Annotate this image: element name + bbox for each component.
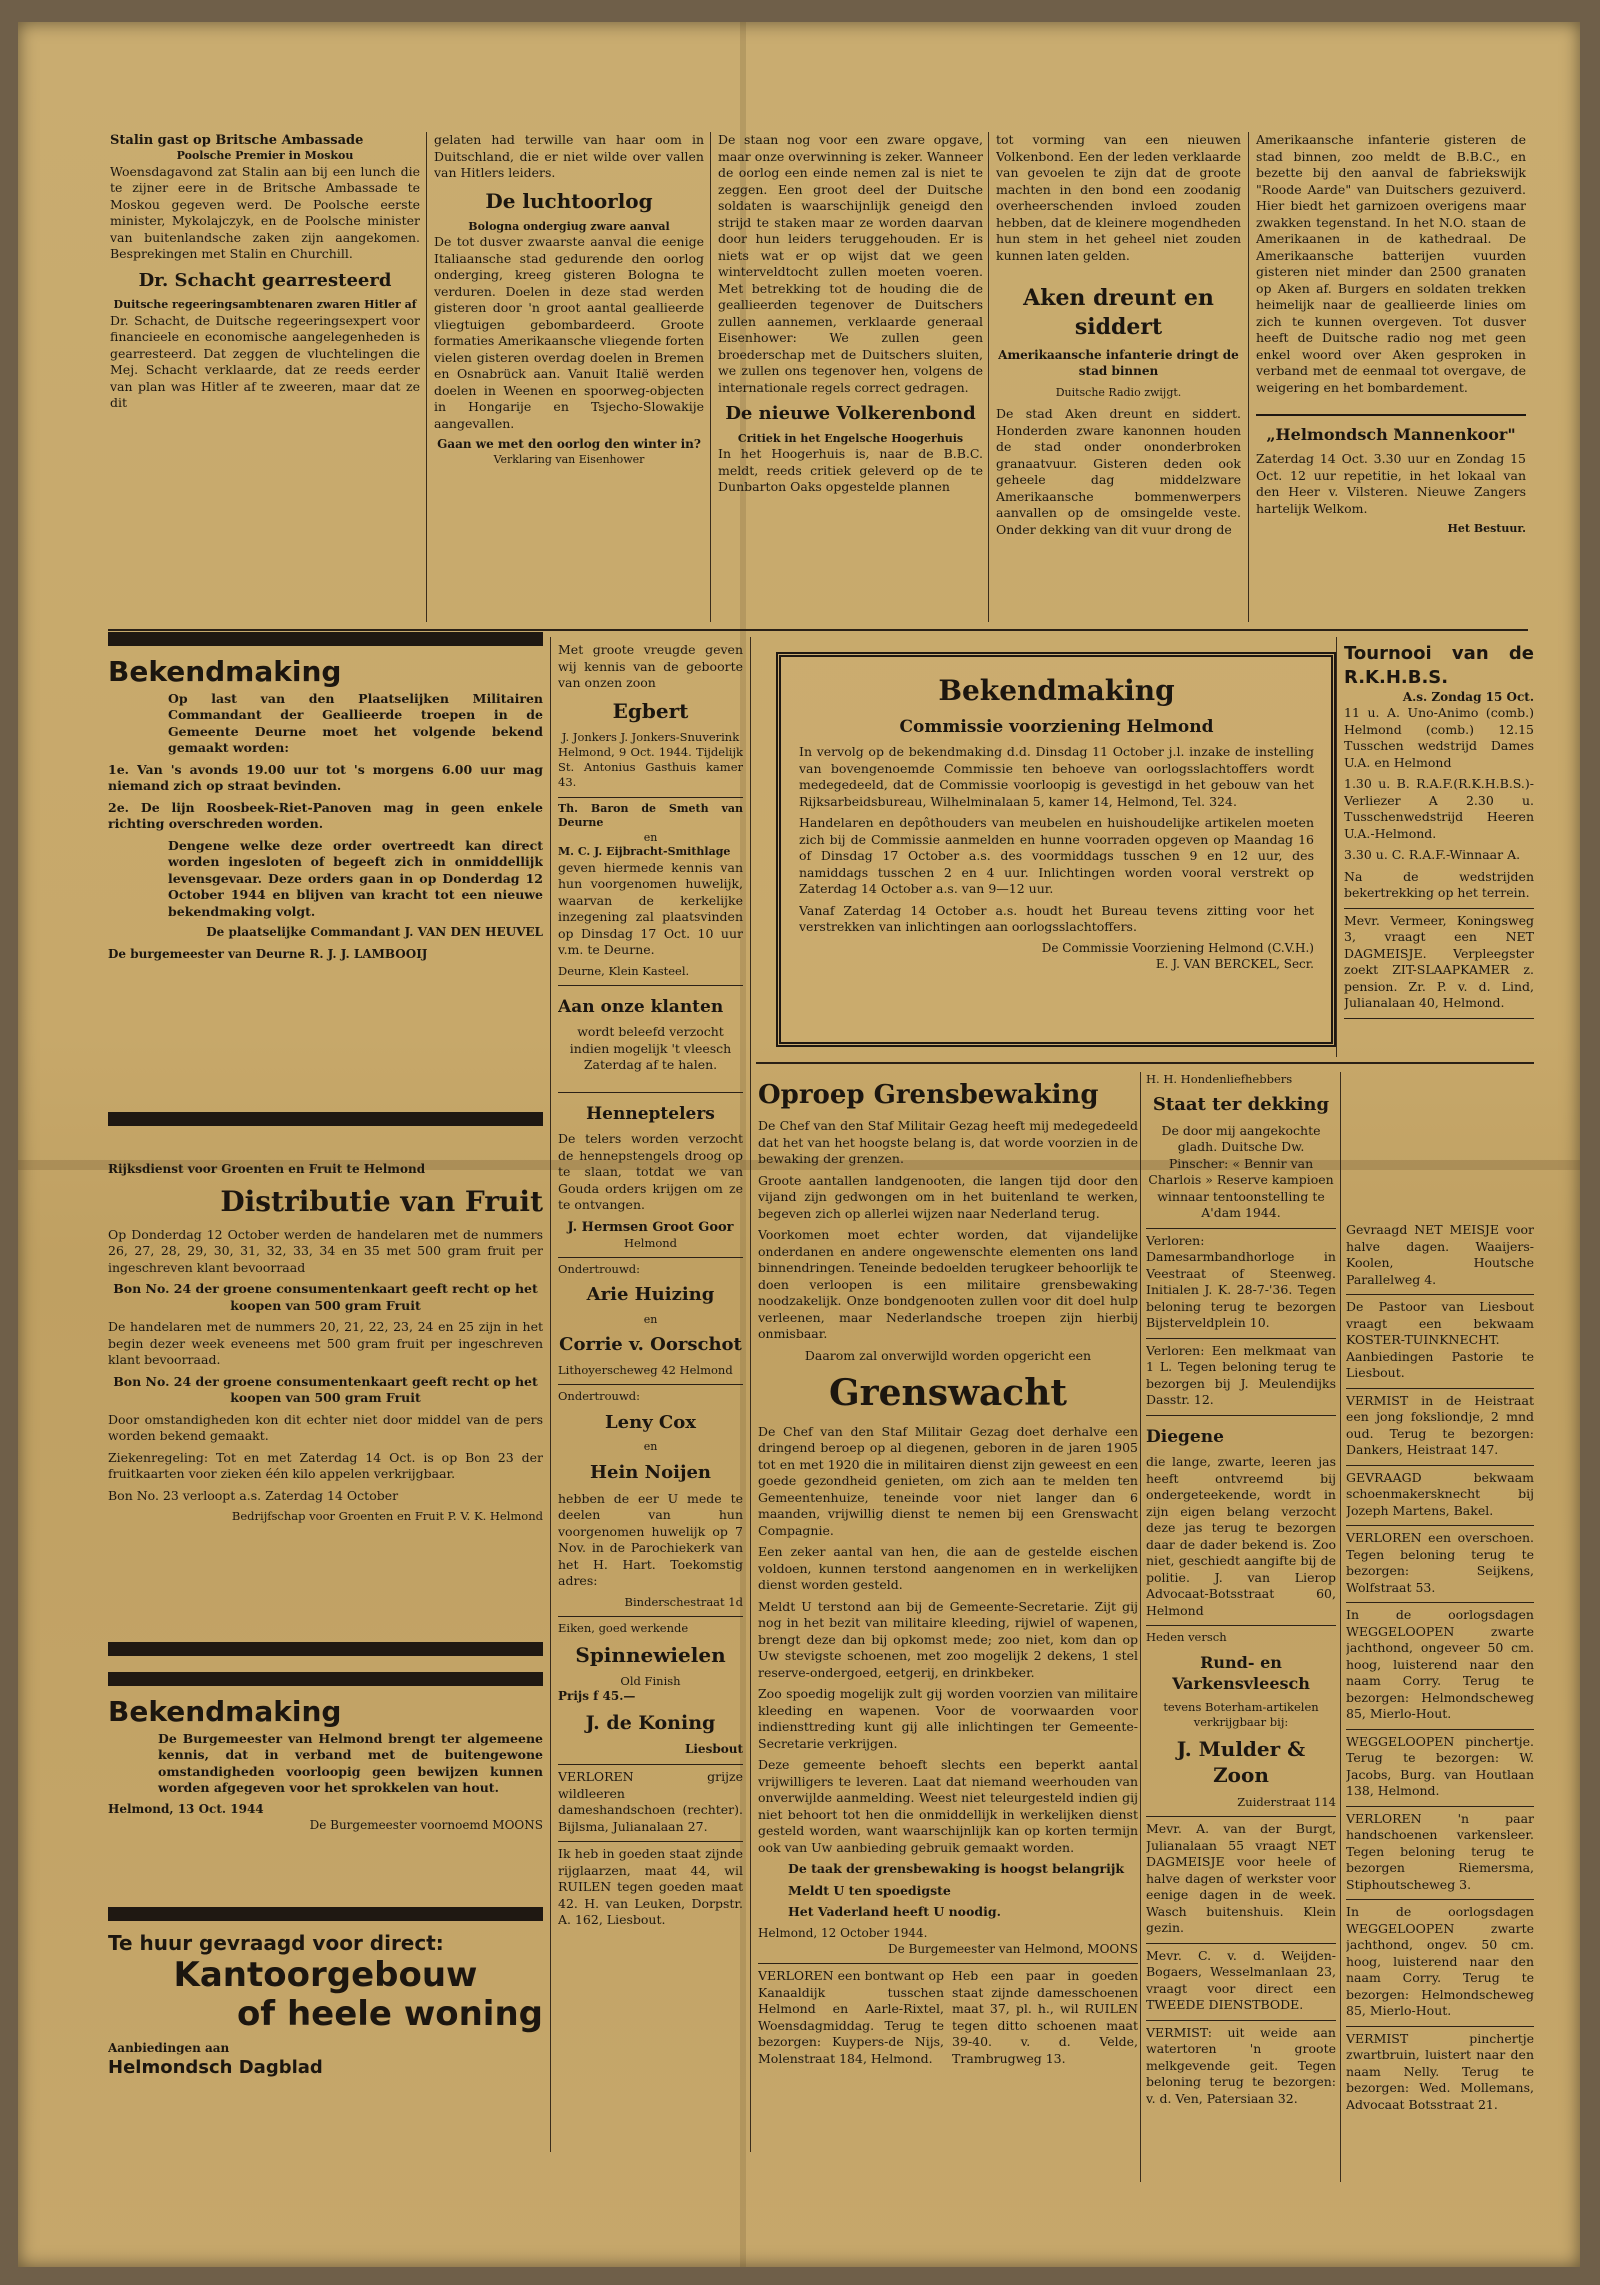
stalin-subhead: Poolsche Premier in Moskou (176, 149, 354, 163)
jachthond-2: In de oorlogsdagen WEGGELOOPEN zwarte jachthond, ongev. 50 cm. hoog, luisterend naar den naam Corry. Terug te bezorgen: Helmondscheweg 85, Mierlo-Hout. (1346, 1904, 1534, 2018)
egbert-parents: J. Jonkers J. Jonkers-Snuverink (561, 729, 740, 744)
luchtoorlog-subhead: Bologna ondergiug zware aanval (468, 219, 670, 233)
oproep-p3: Voorkomen moet echter worden, dat vijandelijke onderdanen en andere ongewenschte elementen ons land binnendringen. Teneinde bedoelden terugkeer behoorlijk te doen verloopen is een militaire grensbewaking noodzakelijk. Onze bondgenooten zullen voor dit doel hulp verleenen, maar Nederlandsche troepen zijn hierbij onmisbaar. (758, 1227, 1138, 1342)
verloren-1: VERLOREN grijze wildleeren dameshandschoen (rechter). Bijlsma, Julianalaan 27. (558, 1769, 743, 1834)
spinnewielen-label: Eiken, goed werkende (558, 1620, 689, 1635)
smeth-text: geven hiermede kennis van hun voorgenomen huwelijk, waarvan de kerkelijke inzegening zal plaatsvinden op Dinsdag 17 Oct. 10 uur v.m. te Deurne. (558, 859, 743, 958)
bekendmaking-2-title: Bekendmaking (108, 1695, 342, 1728)
bekendmaking-1-burgemeester: De burgemeester van Deurne R. J. J. LAMBOOIJ (108, 947, 428, 962)
distributie-p1: Op Donderdag 12 October werden de handelaren met de nummers 26, 27, 28, 29, 30, 31, 32, 33, 34 en 35 met 500 gram fruit per ingeschreven klant bevoorraad (108, 1226, 543, 1275)
commissie-p1: In vervolg op de bekendmaking d.d. Dinsdag 11 October j.l. inzake de instelling van bovengenoemde Commissie ten behoeve van oorlogsslachtoffers wordt medegedeeld, dat de Commissie voorloopig is gevestigd in het gebouw van het Rijksarbeidsbureau, Wilhelminalaan 5, kamer 14, Helmond, Tel. 324. (799, 744, 1314, 809)
rundvleesch-text: tevens Boterham-artikelen verkrijgbaar bij: (1163, 1699, 1319, 1729)
bekendmaking-2 (108, 1694, 543, 1904)
ruilen-1: Ik heb in goeden staat zijnde rijglaarzen, maat 44, wil RUILEN tegen goeden maat 42. H. van Leuken, Dorpstr. A. 162, Liesbout. (558, 1846, 743, 1928)
col4-text: tot vorming van een nieuwen Volkenbond. Een der leden verklaarde van gevoelen te zijn dat de groote machten in den bond een zoodanig overheerschenden invloed zouden hebben, dat de kleinere mogendheden hun stem in het geheel niet zouden kunnen laten gelden. (996, 132, 1241, 263)
schacht-text: Dr. Schacht, de Duitsche regeeringsexpert voor financieele en economische aangelegenheden is gearresteerd. Dat zeggen de vluchtelingen die Mej. Schacht verklaarde, dat ze reeds eerder van plan was Hitler af te zweeren, maar dat ze dit (110, 312, 420, 411)
grenswacht-b2: Meldt U ten spoedigste (788, 1882, 951, 1898)
henneptelers-text: De telers worden verzocht de hennepstengels droog op te slaan, totdat we van Gouda orders krijgen om ze te ontvangen. (558, 1131, 743, 1213)
tournooi-ad1: Mevr. Vermeer, Koningsweg 3, vraagt een NET DAGMEISJE. Verpleegster zoekt ZIT-SLAAPKAMER z. pension. Zr. P. v. d. Lind, Julianalaan 40, Helmond. (1344, 912, 1534, 1011)
column-rule (1336, 637, 1337, 1057)
column-rule (1340, 1072, 1341, 2182)
verloren-varkensleer: VERLOREN 'n paar handschoenen varkensleer. Tegen beloning terug te bezorgen Riemersma, Stiphoutscheweg 3. (1346, 1810, 1534, 1892)
distributie-block (108, 1162, 543, 1627)
commissie-sign1: De Commissie Voorziening Helmond (C.V.H.) (1041, 940, 1314, 955)
grensbewaking-column (758, 1072, 1138, 2182)
ruilen-schoenen: Heb een paar in goeden staat zijnde damesschoenen maat 37, pl. h., wil RUILEN tegen ditto schoenen maat 39-40. v. d. Velde, Trambrugweg 13. (952, 1968, 1138, 2066)
black-bar (108, 1672, 543, 1686)
verloren-melkmaat: Verloren: Een melkmaat van 1 L. Tegen beloning terug te bezorgen bij J. Meulendijks Dasstr. 12. (1146, 1342, 1336, 1408)
grenswacht-p4: Zoo spoedig mogelijk zult gij worden voorzien van militaire kleeding en wapenen. Voor de voorwaarden voor indiensttreding kunt gij alle inlichtingen ter Gemeente-Secretarie verkrijgen. (758, 1686, 1138, 1751)
black-bar (108, 1642, 543, 1656)
te-huur-block (108, 1930, 543, 2150)
commissie-p2: Handelaren en depôthouders van meubelen en huishoudelijke artikelen moeten zich bij de Commissie aanmelden en hunne voorraden opgeven op Maandag 16 of Dinsdag 17 October a.s. des voormiddags tusschen 9 en 12 uur, des namiddags tusschen 2 en 4 uur. Inlichtingen worden vooral verstrekt op Zaterdag 14 October a.s. van 9—12 uur. (799, 815, 1314, 897)
distributie-p5: Bon No. 23 verloopt a.s. Zaterdag 14 October (108, 1487, 399, 1503)
luchtoorlog-text: De tot dusver zwaarste aanval die eenige Italiaansche stad gedurende den oorlog onderging, kreeg gisteren Bologna te verduren. Doelen in deze stad werden gisteren door 'n groot aantal geallieerde vliegtuigen gebombardeerd. Groote formaties Amerikaansche vliegende forten vielen gisteren overdag doelen in Bremen en Osnabrück aan. Vanuit Italië werden doelen in Weenen en spoorweg-objecten in Hongarije en Tsjecho-Slowakije aangevallen. (434, 234, 704, 431)
stalin-headline: Stalin gast op Britsche Ambassade (110, 133, 364, 148)
top-col-4 (996, 132, 1241, 622)
publicatie-line: Rijksdienst voor Groenten en Fruit te Helmond (108, 1162, 426, 1176)
aken-source: Duitsche Radio zwijgt. (1055, 385, 1182, 399)
grenswacht-b1: De taak der grensbewaking is hoogst belangrijk (788, 1861, 1124, 1877)
vermist-fokshond: VERMIST in de Heistraat een jong foksliondje, 2 mnd oud. Terug te bezorgen: Dankers, Heistraat 147. (1346, 1392, 1534, 1457)
bekendmaking-2-text: De Burgemeester van Helmond brengt ter algemeene kennis, dat in verband met de buitengewone omstandigheden voorloopig geen bewijzen kunnen worden afgegeven voor het sprokkelen van hout. (158, 1730, 543, 1796)
staat-title: Staat ter dekking (1152, 1094, 1330, 1116)
henneptelers-title: Henneptelers (586, 1103, 715, 1124)
oproep-p2: Groote aantallen landgenooten, die langen tijd door den vijand zijn gedwongen om in het buitenland te werken, begeven zich op allerlei wijzen naar Nederland terug. (758, 1172, 1138, 1221)
klanten-text: wordt beleefd verzocht indien mogelijk 't vleesch Zaterdag af te halen. (569, 1024, 732, 1073)
klanten-title: Aan onze klanten (558, 996, 724, 1017)
te-huur-title: Te huur gevraagd voor direct: (108, 1931, 444, 1955)
column-rule (750, 637, 751, 2152)
right-ads-column-1 (1146, 1072, 1336, 2182)
verloren-overschoen: VERLOREN een overschoen. Tegen beloning terug te bezorgen: Seijkens, Wolfstraat 53. (1346, 1530, 1534, 1595)
column-rule (710, 132, 711, 622)
vermist-1: VERMIST: uit weide aan watertoren 'n groote melkgevende geit. Tegen beloning terug te bezorgen: v. d. Ven, Patersiaan 32. (1146, 2024, 1336, 2106)
smeth-line2: M. C. J. Eijbracht-Smithlage (558, 845, 731, 859)
mannenkoor-text: Zaterdag 14 Oct. 3.30 uur en Zondag 15 Oct. 12 uur repetitie, in het lokaal van den Heer v. Vilsteren. Nieuwe Zangers hartelijk Welkom. (1256, 451, 1526, 516)
col5-text: Amerikaansche infanterie gisteren de stad binnen, zoo meldt de B.B.C., en bezette bij den aanval de fabriekswijk "Roode Aarde" van Duitschers gezuiverd. Hier biedt het garnizoen overigens maar zwakken tegenstand. In het N.O. staan de Amerikaanen in de kathedraal. De Amerikaansche batterijen vuurden gisteren niet minder dan 2500 granaten op Aken af. Burgers en soldaten trekken heimelijk naar de geallieerde linies om zich te kunnen overgeven. Tot dusver heeft de Duitsche radio nog met geen enkel woord over Aken gesproken in verband met de eenmaal tot overgave, de weigering en het bombardement. (1256, 132, 1526, 395)
henneptelers-sign: J. Hermsen Groot Goor (567, 1219, 734, 1235)
commissie-title: Bekendmaking (938, 674, 1175, 707)
black-bar (108, 632, 543, 646)
top-col-3 (718, 132, 983, 622)
aken-text: De stad Aken dreunt en siddert. Honderden zware kanonnen houden de stad onder ononderbroken granaatvuur. Gisteren deden ook geheele dag middelzware Amerikaansche bommenwerpers aanvallen op de omsingelde veste. Onder dekking van dit vuur drong de (996, 406, 1241, 537)
distributie-title: Distributie van Fruit (220, 1184, 543, 1218)
gevraagd-schoenmaker: GEVRAAGD bekwaam schoenmakersknecht bij Jozeph Martens, Bakel. (1346, 1469, 1534, 1518)
grenswacht-title: Grenswacht (828, 1372, 1068, 1415)
grenswacht-p3: Meldt U terstond aan bij de Gemeente-Secretarie. Zijt gij nog in het bezit van militaire kleeding, rijwiel of wapenen, brengt deze dan bij opkomst mede; zoo niet, kom dan op Uw stevigste schoenen, met zoo mogelijk 2 dekens, 1 stel reserve-ondergoed, eetgerij, en drinkbeker. (758, 1598, 1138, 1680)
grenswacht-date: Helmond, 12 October 1944. (758, 1925, 928, 1940)
jachthond-1: In de oorlogsdagen WEGGELOOPEN zwarte jachthond, ongeveer 50 cm. hoog, luisterend naar den naam Corry. Terug te bezorgen: Helmondscheweg 85, Mierlo-Hout. (1346, 1607, 1534, 1721)
henneptelers-place: Helmond (623, 1235, 678, 1250)
commissie-subtitle: Commissie voorziening Helmond (899, 716, 1214, 737)
volkerenbond-text: In het Hoogerhuis is, naar de B.B.C. meldt, reeds critiek geleverd op de te Dunbarton Oaks opgestelde plannen (718, 446, 983, 495)
commissie-box (776, 652, 1336, 1047)
spinnewielen-finish: Old Finish (620, 1674, 681, 1689)
bekendmaking-1-sign: De plaatselijke Commandant J. VAN DEN HEUVEL (206, 925, 543, 940)
luchtoorlog-headline: De luchtoorlog (485, 188, 653, 213)
oproep-title: Oproep Grensbewaking (758, 1080, 1099, 1110)
tournooi-l3: 3.30 u. C. R.A.F.-Winnaar A. (1344, 847, 1521, 863)
dagmeisje-ad: Mevr. A. van der Burgt, Julianalaan 55 vraagt NET DAGMEISJE voor heele of halve dagen of werkster voor eenige dagen in de week. Wasch buitenshuis. Klein gezin. (1146, 1821, 1336, 1936)
grenswacht-p1: De Chef van den Staf Militair Gezag doet derhalve een dringend beroep op al diegenen, geboren in de jaren 1905 tot en met 1920 die in militairen dienst zijn geweest en een goede gezondheid genieten, om zich aan te melden ten Gemeentenhuize, teneinde voor niet langer dan 6 maanden, vrijwillig dienst te nemen bij een Grenswacht Compagnie. (758, 1423, 1138, 1538)
section-divider (108, 629, 1528, 631)
schacht-subhead: Duitsche regeeringsambtenaren zwaren Hitler af (113, 298, 417, 312)
diegene-text: die lange, zwarte, leeren jas heeft ontvreemd bij ondergeteekende, wordt in zijn eigen belang verzocht deze jas terug te bezorgen daar de dader bekend is. Zoo niet, geschiedt aangifte bij de politie. J. van Lierop Advocaat-Botsstraat 60, Helmond (1146, 1454, 1336, 1618)
dienstbode-ad: Mevr. C. v. d. Weijden-Bogaers, Wesselmanlaan 23, vraagt voor direct een TWEEDE DIENSTBODE. (1146, 1947, 1336, 2013)
te-huur-line2: of heele woning (236, 1994, 543, 2035)
column-rule (1140, 1072, 1141, 2182)
tournooi-l1: 11 u. A. Uno-Animo (comb.) Helmond (comb.) 12.15 Tusschen wedstrijd Dames U.A. en Helmond (1344, 705, 1534, 770)
rundvleesch-label: Heden versch (1146, 1630, 1227, 1645)
mannenkoor-sign: Het Bestuur. (1447, 522, 1526, 536)
spinnewielen-seller: J. de Koning (585, 1712, 716, 1735)
commissie-p3: Vanaf Zaterdag 14 October a.s. houdt het Bureau tevens zitting voor het verstrekken van inlichtingen aan oorlogsslachtoffers. (799, 902, 1314, 935)
bekendmaking-2-date: Helmond, 13 Oct. 1944 (108, 1801, 264, 1816)
top-col-5 (1256, 132, 1526, 622)
family-ads-column: Met groote vreugde geven wij kennis van de geboorte van onzen zoon Egbert J. Jonkers J. Jonkers-Snuverink Helmond, 9 Oct. 1944. Tijdelijk St. Antonius Gasthuis kamer 43. Th. Baron de Smeth van Deurne en M. C. J. Eijbracht-Smithlage geven hiermede kennis van hun voorgenomen huwelijk, waarvan de kerkelijke inzegening zal plaatsvinden op Dinsdag 17 Oct. 10 uur v.m. te Deurne. Deurne, Klein Kasteel. Aan onze klanten wordt beleefd verzocht indien mogelijk 't vleesch Zaterdag af te halen. Henneptelers De telers worden verzocht de hennepstengels droog op te slaan, totdat we van Gouda orders krijgen om ze te ontvangen. J. Hermsen Groot Goor Helmond Ondertrouwd: Arie Huizing en Corrie v. Oorschot Lithoyerscheweg 42 Helmond Ondertrouwd: Leny Cox en Hein Noijen hebben de eer U mede te deelen van hun voorgenomen huwelijk op 7 Nov. in de Parochiekerk van het H. Hart. Toekomstig adres: Binderschestraat 1d Eiken, goed werkende Spinnewielen Old Finish Prijs f 45.— J. de Koning Liesbout VERLOREN grijze wildleeren dameshandschoen (rechter). Bijlsma, Julianalaan 27. Ik heb in goeden staat zijnde rijglaarzen, maat 44, wil RUILEN tegen goeden maat 42. H. van Leuken, Dorpstr. A. 162, Liesbout. (558, 642, 743, 1928)
column-rule (1248, 132, 1249, 622)
distributie-p4: Ziekenregeling: Tot en met Zaterdag 14 Oct. is op Bon 23 der fruitkaarten voor zieken één kilo appelen verkrijgbaar. (108, 1449, 543, 1482)
commissie-sign2: E. J. VAN BERCKEL, Secr. (1155, 956, 1314, 971)
section-divider (756, 1062, 1534, 1064)
huizing-place: Lithoyerscheweg 42 Helmond (558, 1363, 733, 1378)
volkerenbond-headline: De nieuwe Volkerenbond (725, 403, 976, 424)
col2-intro: gelaten had terwille van haar oom in Duitschland, die er niet wilde over vallen van Hitlers leiders. (434, 132, 704, 180)
te-huur-line1: Kantoorgebouw (173, 1955, 478, 1996)
cox-text: hebben de eer U mede te deelen van hun voorgenomen huwelijk op 7 Nov. in de Parochiekerk van het H. Hart. Toekomstig adres: (558, 1490, 743, 1589)
grenswacht-p2: Een zeker aantal van hen, die aan de gestelde eischen voldoen, kunnen terstond aangenomen en in werkelijken dienst worden gesteld. (758, 1544, 1138, 1593)
smeth-place: Deurne, Klein Kasteel. (558, 963, 690, 978)
schacht-headline: Dr. Schacht gearresteerd (138, 269, 392, 291)
verloren-bontwant: VERLOREN een bontwant op Kanaaldijk tusschen Helmond en Aarle-Rixtel, Woensdagmiddag. Terug te bezorgen: Kuypers-de Nijs, Molenstraat 184, Helmond. (758, 1968, 944, 2066)
volkerenbond-subhead: Critiek in het Engelsche Hoogerhuis (737, 431, 964, 445)
distributie-p3: Door omstandigheden kon dit echter niet door middel van de pers worden bekend gemaakt. (108, 1411, 543, 1444)
pastoor-ad: De Pastoor van Liesbout vraagt een bekwaam KOSTER-TUINKNECHT. Aanbiedingen Pastorie te Liesbout. (1346, 1299, 1534, 1380)
col3-text: De staan nog voor een zware opgave, maar onze overwinning is zeker. Wanneer de oorlog een einde nemen zal is niet te zeggen. Een groot deel der Duitsche soldaten is waarschijnlijk geneigd den strijd te staken maar ze worden daarvan door hun leiders teruggehouden. Er is niets wat er op wijst dat we geen winterveldtocht zullen moeten voeren. Met betrekking tot de houding die de geallieerden tegenover de Duitschers zullen aannemen, verklaarde generaal Eisenhower: We zullen geen broederschap met de Duitschers sluiten, we zullen ons tegenover hen, volgens de internationale regels correct gedragen. (718, 132, 983, 395)
oproep-p1: De Chef van den Staf Militair Gezag heeft mij medegedeeld dat het van het hoogste belang is, dat worde voorzien in de bewaking der grenzen. (758, 1118, 1138, 1167)
cox-address: Binderschestraat 1d (624, 1594, 743, 1609)
cox-label: Ondertrouwd: (558, 1389, 641, 1404)
te-huur-dagblad: Helmondsch Dagblad (108, 2057, 323, 2079)
top-col-1 (110, 132, 420, 622)
newspaper-page (18, 22, 1580, 2267)
spinnewielen-price: Prijs f 45.— (558, 1689, 636, 1704)
distributie-sign: Bedrijfschap voor Groenten en Fruit P. V. K. Helmond (231, 1509, 543, 1524)
bekendmaking-2-sign: De Burgemeester voornoemd MOONS (309, 1817, 543, 1832)
meisje-ad: Gevraagd NET MEISJE voor halve dagen. Waaijers-Koolen, Houtsche Parallelweg 4. (1346, 1222, 1534, 1287)
stalin-text: Woensdagavond zat Stalin aan bij een lunch die te zijner eere in de Britsche Ambassade te Moskou gegeven werd. De Poolsche eerste minister, Mykolajczyk, en de Poolsche minister van buitenlandsche zaken zijn aangekomen. Besprekingen met Stalin en Churchill. (110, 163, 420, 262)
top-col-2 (434, 132, 704, 622)
aken-headline: Aken dreunt en siddert (1023, 285, 1214, 341)
column-rule (550, 637, 551, 2152)
oproep-p4: Daarom zal onverwijld worden opgericht een (804, 1347, 1092, 1363)
mulder-title: J. Mulder & Zoon (1176, 1737, 1306, 1788)
cox-name2: Hein Noijen (590, 1461, 711, 1483)
bekendmaking-1-text: Dengene welke deze order overtreedt kan direct worden ingesloten of begeeft zich in onmiddellijk levensgevaar. Deze orders gaan in op Donderdag 12 October 1944 en blijven van kracht tot een nieuwe bekendmaking volgt. (168, 837, 543, 919)
bekendmaking-1-rule1: 1e. Van 's avonds 19.00 uur tot 's morgens 6.00 uur mag niemand zich op straat bevinden. (108, 761, 543, 794)
eisenhower-line: Verklaring van Eisenhower (493, 453, 645, 467)
rundvleesch-title: Rund- en Varkensvleesch (1172, 1652, 1310, 1693)
column-rule (988, 132, 989, 622)
bekendmaking-1-rule2: 2e. De lijn Roosbeek-Riet-Panoven mag in geen enkele richting overschreden worden. (108, 799, 543, 832)
huizing-name1: Arie Huizing (586, 1284, 715, 1306)
egbert-place: Helmond, 9 Oct. 1944. Tijdelijk St. Antonius Gasthuis kamer 43. (558, 745, 743, 790)
tournooi-l2: 1.30 u. B. R.A.F.(R.K.H.B.S.)-Verliezer A 2.30 u. Tusschenwedstrijd Heeren U.A.-Helmond. (1344, 776, 1534, 841)
spinnewielen-title: Spinnewielen (575, 1642, 726, 1667)
grenswacht-sign: De Burgemeester van Helmond, MOONS (887, 1941, 1138, 1956)
grenswacht-p5: Deze gemeente behoeft slechts een beperkt aantal vrijwilligers te leveren. Laat dat niemand weerhouden van onverwijlde aanmelding. Weest niet teleurgesteld indien gij niet behoort tot hen die onmiddellijk in werkelijken dienst gesteld worden, want waarschijnlijk kan op korten termijn ook van Uw aanbieding gebruik gemaakt worden. (758, 1757, 1138, 1855)
te-huur-aanb: Aanbiedingen aan (108, 2040, 230, 2055)
spinnewielen-place: Liesbout (684, 1742, 743, 1757)
tournooi-date: A.s. Zondag 15 Oct. (1402, 689, 1534, 704)
tournooi-title: Tournooi van de R.K.H.B.S. (1344, 643, 1534, 688)
egbert-intro: Met groote vreugde geven wij kennis van de geboorte van onzen zoon (558, 642, 743, 690)
aken-subhead: Amerikaansche infanterie dringt de stad binnen (998, 348, 1239, 378)
huizing-label: Ondertrouwd: (558, 1262, 641, 1277)
grenswacht-b3: Het Vaderland heeft U noodig. (788, 1904, 1001, 1920)
huizing-name2: Corrie v. Oorschot (559, 1334, 742, 1356)
distributie-bon2: Bon No. 24 der groene consumentenkaart geeft recht op het koopen van 500 gram Fruit (113, 1373, 538, 1406)
vermist-pinchertje: VERMIST pinchertje zwartbruin, luistert naar den naam Nelly. Terug te bezorgen: Wed. Mollemans, Advocaat Botsstraat 21. (1346, 2030, 1534, 2112)
mulder-address: Zuiderstraat 114 (1237, 1794, 1336, 1809)
tournooi-block (1344, 642, 1534, 1057)
cox-name1: Leny Cox (605, 1411, 696, 1433)
verloren-horloge: Verloren: Damesarmbandhorloge in Veestraat of Steenweg. Initialen J. K. 28-7-'36. Tegen beloning terug te bezorgen Bijsterveldplein 10. (1146, 1232, 1336, 1331)
black-bar (108, 1907, 543, 1921)
mannenkoor-headline: „Helmondsch Mannenkoor" (1256, 414, 1526, 445)
weggeloopen-pincher: WEGGELOOPEN pinchertje. Terug te bezorgen: W. Jacobs, Burg. van Houtlaan 138, Helmond. (1346, 1733, 1534, 1798)
bekendmaking-1-intro: Op last van den Plaatselijken Militairen Commandant der Geallieerde troepen in de Gemeente Deurne moet het volgende bekend gemaakt worden: (168, 690, 543, 756)
black-bar (108, 1112, 543, 1126)
distributie-bon1: Bon No. 24 der groene consumentenkaart geeft recht op het koopen van 500 gram Fruit (113, 1281, 538, 1313)
bekendmaking-1-title: Bekendmaking (108, 655, 342, 688)
diegene-title: Diegene (1146, 1426, 1224, 1447)
commissie-content (799, 667, 1314, 1032)
staat-text: De door mij aangekochte gladh. Duitsche Dw. Pinscher: « Bennir van Charlois » Reserve kampioen winnaar tentoonstelling te A'dam 1944. (1148, 1122, 1334, 1221)
egbert-name: Egbert (612, 698, 689, 723)
right-ads-column-2 (1346, 1222, 1534, 2182)
distributie-p2: De handelaren met de nummers 20, 21, 22, 23, 24 en 25 zijn in het begin dezer week eveneens met 500 gram fruit per ingeschreven klant bevoorraad. (108, 1319, 543, 1368)
smeth-line1: Th. Baron de Smeth van Deurne (558, 801, 743, 830)
column-rule (426, 132, 427, 622)
staat-label: H. H. Hondenliefhebbers (1146, 1072, 1293, 1086)
bekendmaking-1 (108, 654, 543, 1099)
winter-question: Gaan we met den oorlog den winter in? (437, 437, 701, 452)
tournooi-l4: Na de wedstrijden bekertrekking op het terrein. (1344, 868, 1534, 901)
